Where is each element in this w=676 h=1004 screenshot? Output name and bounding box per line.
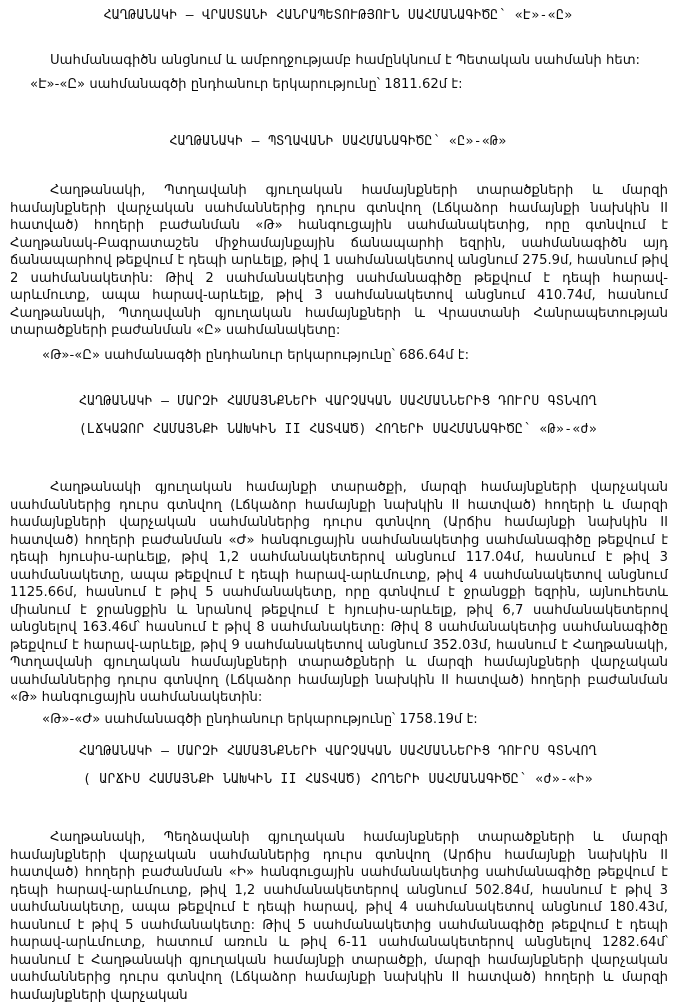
section-total-length: «Թ»-«Ը» սահմանագծի ընդհանուր երկարությունը՝ 686.64մ է: (42, 348, 470, 363)
section-heading-haghtanak-ptghavan: ՀԱՂԹԱՆԱԿԻ – ՊՏՂԱՎԱՆԻ ՍԱՀՄԱՆԱԳԻԾԸ՝ «Ը»-«Թ» (169, 134, 507, 149)
section-heading-haghtanak-georgia: ՀԱՂԹԱՆԱԿԻ – ՎՐԱՍՏԱՆԻ ՀԱՆՐԱՊԵՏՈՒԹՅՈՒՆ ՍԱՀՄԱՆԱԳԻԾԸ՝ «Է»-«Ը» (103, 8, 573, 23)
section-text-line: Սահմանագիծն անցնում և ամբողջությամբ համընկնում է Պետական սահմանի հետ: (50, 53, 640, 68)
section-heading-line2: ( ԱՐՃԻՍ ՀԱՄԱՅՆՔԻ ՆԱԽԿԻՆ II ՀԱՏՎԱԾ) ՀՈՂԵՐԻ ՍԱՀՄԱՆԱԳԻԾԸ՝ «Ժ»-«Ի» (82, 772, 594, 787)
section-heading-line1: ՀԱՂԹԱՆԱԿԻ – ՄԱՐԶԻ ՀԱՄԱՅՆՔՆԵՐԻ ՎԱՐՉԱԿԱՆ ՍԱՀՄԱՆՆԵՐԻՑ ԴՈՒՐՍ ԳՏՆՎՈՂ (78, 744, 598, 759)
section-paragraph: Հաղթանակի, Պեղձավանի գյուղական համայնքների տարածքների և մարզի համայնքների վարչական սահմաններից դուրս գտնվող (Արճիս համայնքի նախկին II հատված) հողերի բաժանման «Ի» հանգուցային սահմանակետից սահմանագիծը թեքվում է դեպի հարավ-արևմուտք, թիվ 1,2 սահմանակետերով անցնում 502.84մ, հասնում է թիվ 3 սահմանակետը, ապա թեքվում է դեպի հարավ, թիվ 4 սահմանակետով անցնում 180.43մ, հասնում է թիվ 5 սահմանակետը: Թիվ 5 սահմանակետից սահմանագիծը թեքվում է դեպի հարավ-արևմուտք, հատում առուն և թիվ 6-11 սահմանակետերով անցնելով 1282.64մ՝ հասնում է Հաղթանակի գյուղական համայնքի տարածքի, մարզի համայնքների վարչական սահմաններից դուրս գտնվող (Լճկաձոր համայնքի նախկին II հատված) հողերի և մարզի համայնքների վարչական (10, 830, 668, 1003)
section-heading-line1: ՀԱՂԹԱՆԱԿԻ – ՄԱՐԶԻ ՀԱՄԱՅՆՔՆԵՐԻ ՎԱՐՉԱԿԱՆ ՍԱՀՄԱՆՆԵՐԻՑ ԴՈՒՐՍ ԳՏՆՎՈՂ (78, 394, 598, 409)
section-paragraph: Հաղթանակի գյուղական համայնքի տարածքի, մարզի համայնքների վարչական սահմաններից դուրս գտնվող (Լճկաձոր համայնքի նախկին II հատված) հողերի և մարզի համայնքների վարչական սահմաններից դուրս գտնվող (Արճիս համայնքի նախկին II հատված) հողերի բաժանման «Ժ» հանգուցային սահմանակետից սահմանագիծը թեքվում է դեպի հյուսիս-արևելք, թիվ 1,2 սահմանակետերով անցնում 117.04մ, հասնում է թիվ 3 սահմանակետը, ապա թեքվում է դեպի հարավ-արևմուտք, թիվ 4 սահմանակետով անցնում 1125.66մ, հասնում է թիվ 5 սահմանակետը, որը գտնվում է ջրանցքի եզրին, այնուհետև միանում է ջրանցքին և նրանով թեքվում է հյուսիս-արևելք, թիվ 6,7 սահմանակետերով անցնելով 163.46մ՝ հասնում է թիվ 8 սահմանակետը: Թիվ 8 սահմանակետից սահմանագիծը թեքվում է հարավ-արևելք, թիվ 9 սահմանակետով անցնում 352.03մ, հասնում է Հաղթանակի, Պտղավանի գյուղական համայնքների տարածքների և մարզի համայնքների վարչական սահմաններից դուրս գտնվող (Լճկաձոր համայնքի նախկին II հատված) հողերի բաժանման «Թ» հանգուցային սահմանակետին: (10, 480, 668, 705)
section-total-length: «Թ»-«Ժ» սահմանագծի ընդհանուր երկարությունը՝ 1758.19մ է: (42, 712, 478, 727)
section-heading-line2: (ԼՃԿԱՁՈՐ ՀԱՄԱՅՆՔԻ ՆԱԽԿԻՆ II ՀԱՏՎԱԾ) ՀՈՂԵՐԻ ՍԱՀՄԱՆԱԳԻԾԸ՝ «Թ»-«Ժ» (78, 422, 598, 437)
section-paragraph: Հաղթանակի, Պտղավանի գյուղական համայնքների տարածքների և մարզի համայնքների վարչական սահմաններից դուրս գտնվող (Լճկաձոր համայնքի նախկին II հատված) հողերի բաժանման «Թ» հանգուցային սահմանակետից, որը գտնվում է Հաղթանակ-Բագրատաշեն միջհամայնքային ճանապարհի եզրին, սահմանագիծն այդ ճանապարհով թեքվում է դեպի արևելք, թիվ 1 սահմանակետով անցնում 275.9մ, հասնում թիվ 2 սահմանակետին: Թիվ 2 սահմանակետից սահմանագիծը թեքվում է դեպի հարավ-արևմուտք, ապա հարավ-արևելք, թիվ 3 սահմանակետով անցնում 410.74մ, հասնում Հաղթանակի, Պտղավանի գյուղական համայնքների և Վրաստանի Հանրապետության տարածքների բաժանման «Ը» սահմանակետը: (10, 183, 668, 338)
section-total-length: «Է»-«Ը» սահմանագծի ընդհանուր երկարությունը՝ 1811.62մ է: (30, 77, 463, 92)
